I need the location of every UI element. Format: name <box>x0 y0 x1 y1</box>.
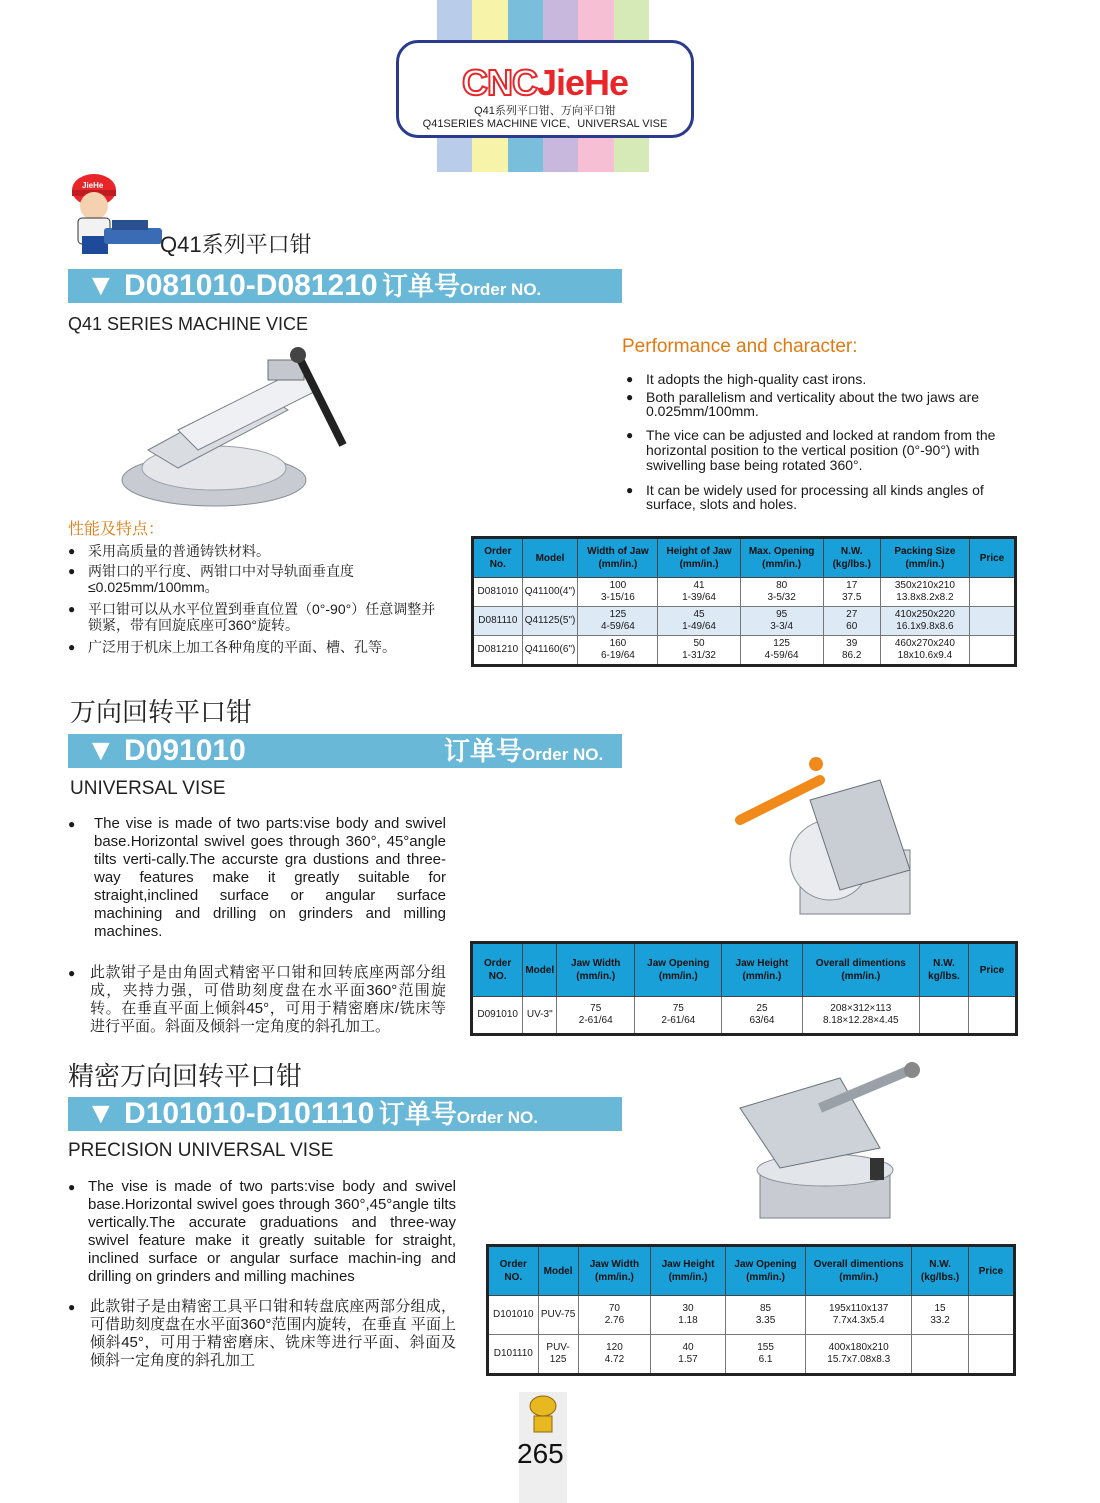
section2-order-cn: 订单号 <box>444 736 523 766</box>
brand-logo: CNCJieHe <box>461 62 629 103</box>
header-subtitle-cn: Q41系列平口钳、万向平口钳 <box>474 105 616 117</box>
section3-title-cn: 精密万向回转平口钳 <box>68 1061 303 1091</box>
table-header: Jaw Height (mm/in.) <box>651 1246 726 1296</box>
table-cell: 410x250x220 16.1x9.8x8.6 <box>880 607 969 636</box>
table-cell <box>970 607 1016 636</box>
table-header: Price <box>970 538 1016 578</box>
table-header-row <box>488 1246 1015 1296</box>
table-cell: 95 3-3/4 <box>740 607 823 636</box>
table-header: Order NO. <box>488 1246 539 1296</box>
table-header: N.W. (kg/lbs.) <box>823 538 880 578</box>
table-cell: Q41100(4") <box>522 578 578 607</box>
table-cell: Q41125(5") <box>522 607 578 636</box>
section2-title-cn: 万向回转平口钳 <box>70 697 253 727</box>
table-cell: 40 1.57 <box>651 1335 726 1375</box>
table-cell: 155 6.1 <box>725 1335 806 1375</box>
section1-order-en: Order NO. <box>460 280 542 299</box>
table-cell: 400x180x210 15.7x7.08x8.3 <box>806 1335 912 1375</box>
table-header: Jaw Opening (mm/in.) <box>635 943 722 997</box>
table-cell: 85 3.35 <box>725 1296 806 1335</box>
table-header: Jaw Height (mm/in.) <box>722 943 802 997</box>
table-header: Packing Size (mm/in.) <box>880 538 969 578</box>
table-row <box>473 578 1016 607</box>
section2-order-code: ▼ D091010 <box>86 734 246 767</box>
section2-desc-cn: ● 此款钳子是由角固式精密平口钳和回转底座两部分组成，夹持力强，可借助刻度盘在水平面360°范围旋转。在垂直平面上倾斜45°，可用于精密磨床/铣床等进行平面。斜面及倾斜一定角度的斜孔加工。 <box>66 964 446 1036</box>
performance-item: ● It adopts the high-quality cast irons. <box>624 372 1024 386</box>
table-header: N.W. (kg/lbs.) <box>912 1246 969 1296</box>
brand-logo-box <box>396 40 694 138</box>
features-list-cn <box>66 543 438 655</box>
mascot-icon <box>58 170 168 260</box>
table-cell: 160 6-19/64 <box>578 636 658 666</box>
mascot-small-icon <box>526 1394 560 1436</box>
table-cell: D081010 <box>473 578 523 607</box>
table-cell: 39 86.2 <box>823 636 880 666</box>
table-cell: D081110 <box>473 607 523 636</box>
performance-item: ● It can be widely used for processing all kinds angles of surface, slots and holes. <box>624 483 1024 511</box>
table-row <box>488 1335 1015 1375</box>
table-header: Model <box>523 943 557 997</box>
section1-order-code: ▼ D081010-D081210 <box>86 269 378 302</box>
page-number: 265 <box>517 1438 564 1469</box>
table-header-row <box>473 538 1016 578</box>
table-cell: 50 1-31/32 <box>658 636 740 666</box>
table-cell: 80 3-5/32 <box>740 578 823 607</box>
table-header: Width of Jaw (mm/in.) <box>578 538 658 578</box>
performance-list <box>624 372 1024 511</box>
table-row <box>473 636 1016 666</box>
table-cell: 27 60 <box>823 607 880 636</box>
table-cell: PUV-75 <box>538 1296 578 1335</box>
table-cell: UV-3" <box>523 997 557 1035</box>
performance-item: ● Both parallelism and verticality about the two jaws are 0.025mm/100mm. <box>624 390 1024 418</box>
spec-table-2 <box>470 941 1018 1036</box>
table-row <box>473 607 1016 636</box>
section3-desc-cn: ● 此款钳子是由精密工具平口钳和转盘底座两部分组成，可借助刻度盘在水平面360°范围内旋转，在垂直 平面上倾斜45°，可用于精密磨床、铣床等进行平面、斜面及倾斜一定角度的斜孔加工 <box>66 1298 456 1370</box>
section2-order-en: Order NO. <box>522 745 604 764</box>
table-cell <box>970 636 1016 666</box>
table-header: Jaw Width (mm/in.) <box>557 943 635 997</box>
table-cell: 75 2-61/64 <box>635 997 722 1035</box>
section3-title-en: PRECISION UNIVERSAL VISE <box>68 1140 334 1161</box>
table-cell: 195x110x137 7.7x4.3x5.4 <box>806 1296 912 1335</box>
table-header: Overall dimentions (mm/in.) <box>806 1246 912 1296</box>
section3-order-code: ▼ D101010-D101110 <box>86 1097 375 1130</box>
section3-desc-en: ● The vise is made of two parts:vise body and swivel base.Horizontal swivel goes through 360°,45°angle tilts vertically.The accurate graduations and three-way swivel feature make it greatly suitable for straight, inclined surface or angular surface machin-ing and drilling on grinders and milling machines <box>66 1178 456 1286</box>
table-header: N.W. kg/lbs. <box>920 943 969 997</box>
table-cell: PUV-125 <box>538 1335 578 1375</box>
performance-item: ● The vice can be adjusted and locked at random from the horizontal position to the vertical position (0°-90°) with swivelling base being rotated 360°. <box>624 428 1024 473</box>
feature-item-cn: ● 广泛用于机床上加工各种角度的平面、槽、孔等。 <box>66 639 438 655</box>
table-cell: D101010 <box>488 1296 539 1335</box>
feature-item-cn: ● 两钳口的平行度、两钳口中对导轨面垂直度≤0.025mm/100mm。 <box>66 563 438 595</box>
universal-vise-image <box>730 750 930 920</box>
table-cell: Q41160(6") <box>522 636 578 666</box>
table-cell: D091010 <box>472 997 523 1035</box>
table-header: Jaw Width (mm/in.) <box>578 1246 651 1296</box>
machine-vice-image <box>118 340 358 510</box>
section3-banner <box>68 1097 622 1131</box>
table-cell: 17 37.5 <box>823 578 880 607</box>
table-row <box>472 997 1017 1035</box>
table-header: Price <box>969 1246 1015 1296</box>
table-cell: 70 2.76 <box>578 1296 651 1335</box>
table-cell: 125 4-59/64 <box>578 607 658 636</box>
table-cell <box>969 997 1017 1035</box>
table-cell: 100 3-15/16 <box>578 578 658 607</box>
feature-item-cn: ● 平口钳可以从水平位置到垂直位置（0°-90°）任意调整并锁紧，带有回旋底座可360°旋转。 <box>66 601 438 633</box>
section2-desc-cn-list <box>66 964 446 1036</box>
section2-desc-en: ● The vise is made of two parts:vise body and swivel base.Horizontal swivel goes through 360°, 45°angle tilts verti-cally.The accurste gra dustions and three-way features make it greatly suitable for straight,inclined surface or angular surface machining and drilling on grinders and milling machines. <box>66 815 446 941</box>
table-row <box>488 1296 1015 1335</box>
section3-order-cn: 订单号 <box>378 1099 457 1129</box>
table-cell: 30 1.18 <box>651 1296 726 1335</box>
section1-title-cn: Q41系列平口钳 <box>160 232 312 257</box>
table-header: Overall dimentions (mm/in.) <box>802 943 919 997</box>
table-cell: 350x210x210 13.8x8.2x8.2 <box>880 578 969 607</box>
feature-item-cn: ● 采用高质量的普通铸铁材料。 <box>66 543 438 559</box>
table-cell <box>969 1296 1015 1335</box>
table-cell: 45 1-49/64 <box>658 607 740 636</box>
table-cell: 120 4.72 <box>578 1335 651 1375</box>
section1-title-en: Q41 SERIES MACHINE VICE <box>68 314 309 334</box>
section3-desc-cn-list <box>66 1298 456 1370</box>
section2-title-en: UNIVERSAL VISE <box>70 778 226 799</box>
table-cell: 460x270x240 18x10.6x9.4 <box>880 636 969 666</box>
table-header: Model <box>522 538 578 578</box>
svg-text:JieHe: JieHe <box>82 181 104 190</box>
precision-vise-image <box>730 1058 930 1228</box>
header-subtitle-en: Q41SERIES MACHINE VICE、UNIVERSAL VISE <box>422 118 668 130</box>
table-cell: D101110 <box>488 1335 539 1375</box>
spec-table-1 <box>471 536 1017 667</box>
spec-table-3 <box>486 1244 1016 1376</box>
section2-desc-en-list <box>66 815 446 941</box>
section2-banner <box>68 734 622 768</box>
table-header: Price <box>969 943 1017 997</box>
table-cell: 208×312×113 8.18×12.28×4.45 <box>802 997 919 1035</box>
section1-order-cn: 订单号 <box>382 271 461 301</box>
section3-order-en: Order NO. <box>456 1108 538 1127</box>
table-cell: 25 63/64 <box>722 997 802 1035</box>
section1-banner <box>68 269 622 303</box>
table-header: Model <box>538 1246 578 1296</box>
table-cell: 75 2-61/64 <box>557 997 635 1035</box>
table-cell <box>912 1335 969 1375</box>
table-cell <box>920 997 969 1035</box>
features-title-cn: 性能及特点： <box>68 521 165 538</box>
section3-desc-en-list <box>66 1178 456 1286</box>
performance-title: Performance and character: <box>622 336 858 357</box>
table-cell: 15 33.2 <box>912 1296 969 1335</box>
table-cell: 41 1-39/64 <box>658 578 740 607</box>
table-header: Order No. <box>473 538 523 578</box>
table-header: Max. Opening (mm/in.) <box>740 538 823 578</box>
table-header-row <box>472 943 1017 997</box>
table-cell: 125 4-59/64 <box>740 636 823 666</box>
table-cell: D081210 <box>473 636 523 666</box>
table-cell <box>970 578 1016 607</box>
table-header: Jaw Opening (mm/in.) <box>725 1246 806 1296</box>
table-header: Order NO. <box>472 943 523 997</box>
table-cell <box>969 1335 1015 1375</box>
table-header: Height of Jaw (mm/in.) <box>658 538 740 578</box>
